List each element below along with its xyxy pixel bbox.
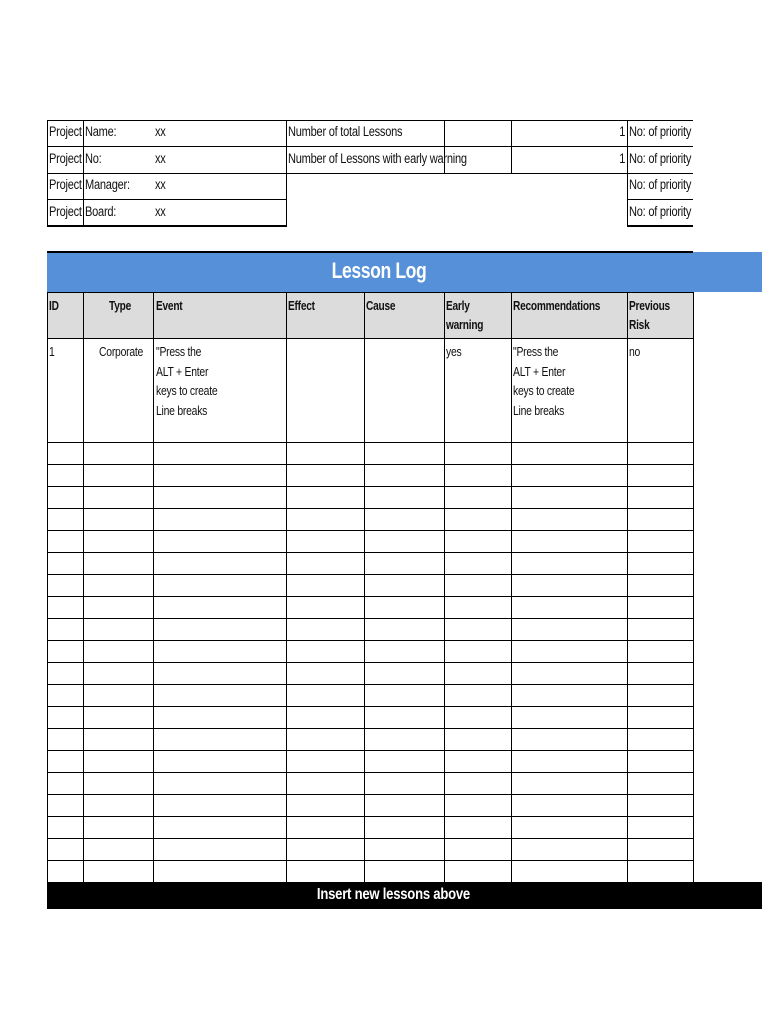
- table-col-divider: [153, 292, 154, 882]
- early-warning-lessons-value[interactable]: 1: [619, 151, 625, 166]
- col-header-type: Type: [109, 298, 131, 313]
- cell-recommendations[interactable]: "Press the ALT + Enter keys to create Line breaks: [513, 344, 575, 418]
- project-board-label-b: Board:: [85, 204, 117, 219]
- table-row-divider: [47, 508, 693, 509]
- table-col-divider: [511, 292, 512, 882]
- project-manager-label: Project: [49, 177, 82, 192]
- table-row-divider: [47, 486, 693, 487]
- cell-id[interactable]: 1: [49, 344, 55, 359]
- table-row-divider: [47, 442, 693, 443]
- col-header-id: ID: [49, 298, 59, 313]
- table-row-divider: [47, 794, 693, 795]
- table-row-divider: [47, 618, 693, 619]
- table-row-divider: [47, 640, 693, 641]
- project-no-label-b: No:: [85, 151, 102, 166]
- table-row-divider: [47, 292, 693, 293]
- project-name-label: Project: [49, 124, 82, 139]
- project-no-value[interactable]: xx: [155, 151, 166, 166]
- col-header-early-warning: Early warning: [446, 298, 484, 332]
- lesson-log-title: Lesson Log: [331, 258, 427, 283]
- table-row-divider: [47, 338, 693, 339]
- table-row-divider: [47, 816, 693, 817]
- col-header-recommendations: Recommendations: [513, 298, 601, 313]
- project-name-label-b: Name:: [85, 124, 117, 139]
- table-row-divider: [47, 574, 693, 575]
- col-header-cause: Cause: [366, 298, 396, 313]
- table-row-divider: [47, 706, 693, 707]
- table-row-divider: [47, 860, 693, 861]
- table-row-divider: [47, 464, 693, 465]
- table-col-divider: [83, 292, 84, 882]
- project-no-label: Project: [49, 151, 82, 166]
- lesson-log-banner: [47, 252, 762, 292]
- table-row-divider: [47, 684, 693, 685]
- table-col-divider: [47, 292, 48, 882]
- project-manager-value[interactable]: xx: [155, 177, 166, 192]
- cell-early-warning[interactable]: yes: [446, 344, 462, 359]
- project-board-label: Project: [49, 204, 82, 219]
- col-header-effect: Effect: [288, 298, 315, 313]
- insert-lessons-label: Insert new lessons above: [316, 886, 470, 903]
- priority-label-1: No: of priority: [629, 124, 692, 139]
- table-col-divider: [627, 292, 628, 882]
- col-header-previous-risk: Previous Risk: [629, 298, 670, 332]
- table-col-divider: [693, 292, 694, 882]
- priority-label-2: No: of priority: [629, 151, 692, 166]
- total-lessons-label: Number of total Lessons: [288, 124, 403, 139]
- table-row-divider: [47, 772, 693, 773]
- table-col-divider: [364, 292, 365, 882]
- priority-label-3: No: of priority: [629, 177, 692, 192]
- total-lessons-value[interactable]: 1: [619, 124, 625, 139]
- table-row-divider: [47, 750, 693, 751]
- table-row-divider: [47, 552, 693, 553]
- cell-previous-risk[interactable]: no: [629, 344, 641, 359]
- cell-type[interactable]: Corporate: [99, 344, 144, 359]
- priority-label-4: No: of priority: [629, 204, 692, 219]
- col-header-event: Event: [156, 298, 183, 313]
- table-row-divider: [47, 596, 693, 597]
- insert-lessons-footer[interactable]: [47, 882, 762, 909]
- early-warning-lessons-label: Number of Lessons with early warning: [288, 151, 467, 166]
- project-name-value[interactable]: xx: [155, 124, 166, 139]
- project-board-value[interactable]: xx: [155, 204, 166, 219]
- table-row-divider: [47, 662, 693, 663]
- table-row-divider: [47, 838, 693, 839]
- table-col-divider: [286, 292, 287, 882]
- table-col-divider: [444, 292, 445, 882]
- cell-event[interactable]: "Press the ALT + Enter keys to create Line breaks: [156, 344, 218, 418]
- table-row-divider: [47, 728, 693, 729]
- table-row-divider: [47, 530, 693, 531]
- project-manager-label-b: Manager:: [85, 177, 130, 192]
